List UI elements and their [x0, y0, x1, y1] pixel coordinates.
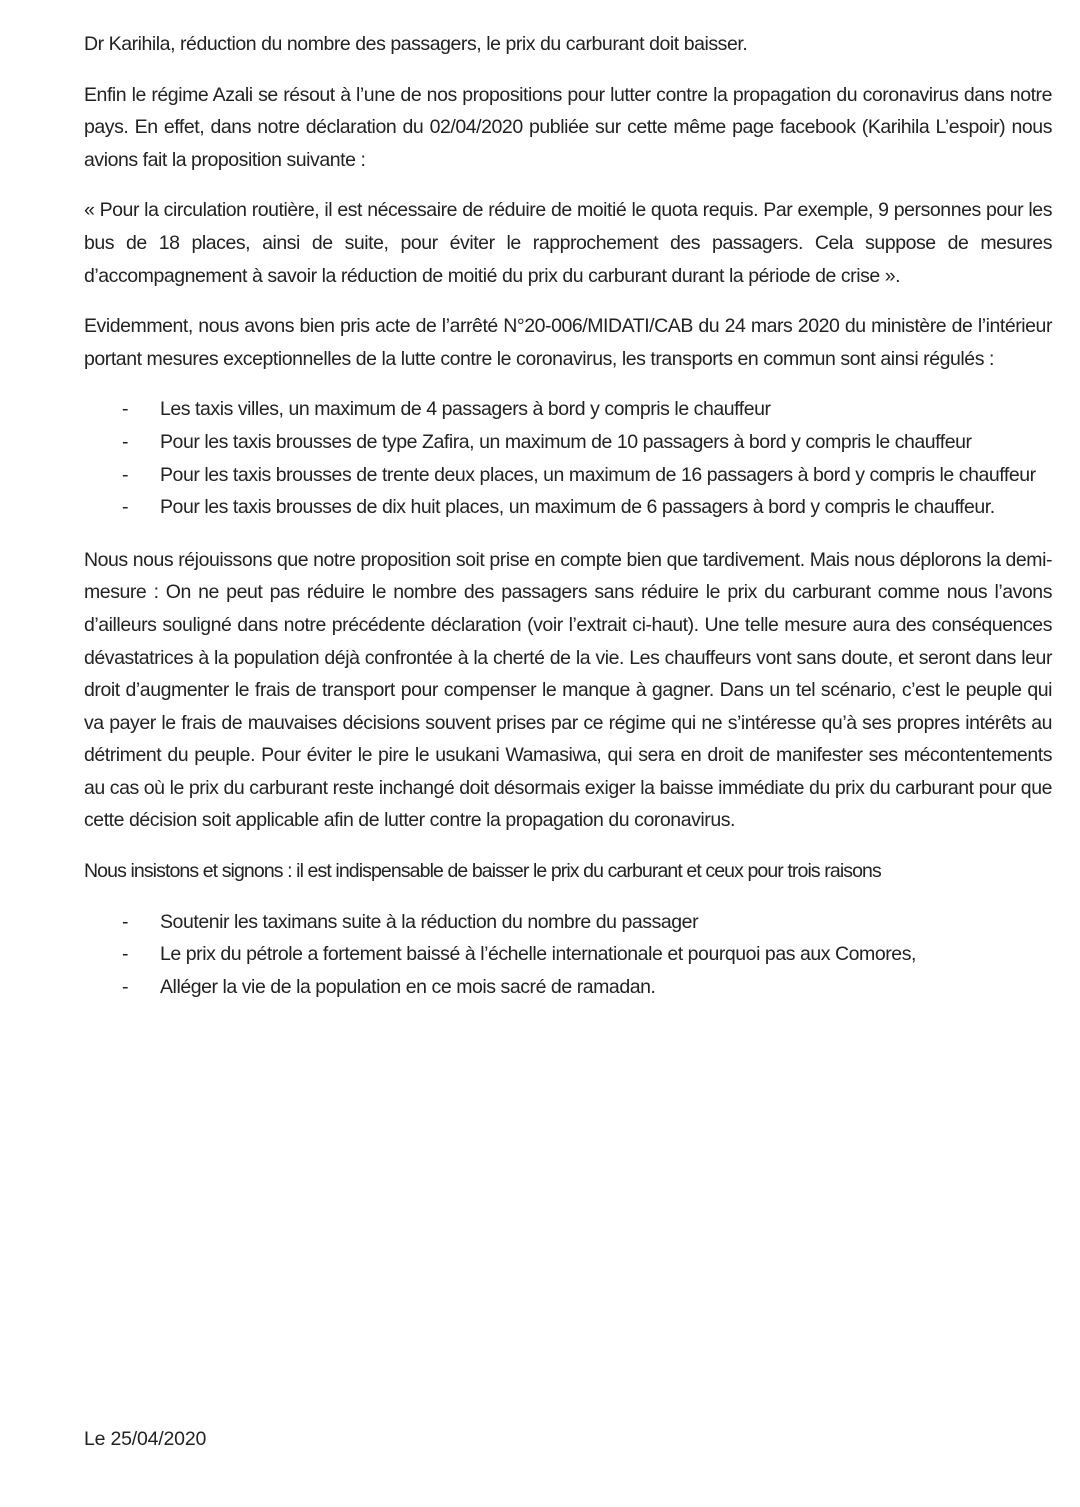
list-item-text: Alléger la vie de la population en ce mois sacré de ramadan. — [160, 975, 656, 998]
paragraph-decree: Evidemment, nous avons bien pris acte de l’arrêté N°20-006/MIDATI/CAB du 24 mars 2020 du ministère de l’intérieur portant mesures exceptionnelles de la lutte contre le coronavirus, les transports en commun sont ainsi régulés : — [84, 315, 1052, 370]
bullet-dash: - — [122, 463, 129, 486]
transport-rules-list — [84, 393, 1052, 523]
document-title: Dr Karihila, réduction du nombre des passagers, le prix du carburant doit baisser. — [84, 33, 748, 55]
list-item — [84, 491, 1052, 524]
list-item-text: Les taxis villes, un maximum de 4 passagers à bord y compris le chauffeur — [160, 398, 771, 421]
list-item — [84, 938, 1052, 971]
list-item — [84, 426, 1052, 459]
list-item-text: Pour les taxis brousses de dix huit places, un maximum de 6 passagers à bord y compris le chauffeur. — [160, 496, 995, 519]
list-item — [84, 459, 1052, 492]
paragraph-reaction: Nous nous réjouissons que notre proposition soit prise en compte bien que tardivement. Mais nous déplorons la demi-mesure : On ne peut pas réduire le nombre des passagers sans réduire le prix du carburant comme nous l’avons d’ailleurs souligné dans notre précédente déclaration (voir l’extrait ci-haut). Une telle mesure aura des conséquences dévastatrices à la population déjà confrontée à la cherté de la vie. Les chauffeurs vont sans doute, et seront dans leur droit d’augmenter le frais de transport pour compenser le manque à gagner. Dans un tel scénario, c’est le peuple qui va payer le frais de mauvaises décisions souvent prises par ce régime qui ne s’intéresse qu’à ses propres intérêts au détriment du peuple. Pour éviter le pire le usukani Wamasiwa, qui sera en droit de manifester ses mécontentements au cas où le prix du carburant reste inchangé doit désormais exiger la baisse immédiate du prix du carburant pour que cette décision soit applicable afin de lutter contre la propagation du coronavirus. — [84, 548, 1052, 832]
list-item-text: Le prix du pétrole a fortement baissé à l’échelle internationale et pourquoi pas aux Comores, — [160, 943, 916, 966]
bullet-dash: - — [122, 496, 129, 519]
paragraph-insist: Nous insistons et signons : il est indispensable de baisser le prix du carburant et ceux pour trois raisons — [84, 860, 881, 883]
bullet-dash: - — [122, 910, 129, 933]
bullet-dash: - — [122, 943, 129, 966]
list-item-text: Pour les taxis brousses de type Zafira, un maximum de 10 passagers à bord y compris le chauffeur — [160, 430, 972, 453]
list-item-text: Pour les taxis brousses de trente deux places, un maximum de 16 passagers à bord y compris le chauffeur — [160, 463, 1036, 486]
list-item — [84, 393, 1052, 426]
bullet-dash: - — [122, 398, 129, 421]
document-body — [84, 28, 1052, 1003]
reasons-list — [84, 906, 1052, 1004]
paragraph-intro: Enfin le régime Azali se résout à l’une de nos propositions pour lutter contre la propagation du coronavirus dans notre pays. En effet, dans notre déclaration du 02/04/2020 publiée sur cette même page facebook (Karihila L’espoir) nous avions fait la proposition suivante : — [84, 83, 1052, 171]
document-date: Le 25/04/2020 — [84, 1428, 207, 1450]
list-item-text: Soutenir les taximans suite à la réduction du nombre du passager — [160, 910, 699, 933]
list-item — [84, 906, 1052, 939]
bullet-dash: - — [122, 430, 129, 453]
list-item — [84, 971, 1052, 1004]
paragraph-quote: « Pour la circulation routière, il est nécessaire de réduire de moitié le quota requis. Par exemple, 9 personnes pour les bus de 18 places, ainsi de suite, pour éviter le rapprochement des passagers. Cela suppose de mesures d’accompagnement à savoir la réduction de moitié du prix du carburant durant la période de crise ». — [84, 199, 1052, 287]
bullet-dash: - — [122, 975, 129, 998]
